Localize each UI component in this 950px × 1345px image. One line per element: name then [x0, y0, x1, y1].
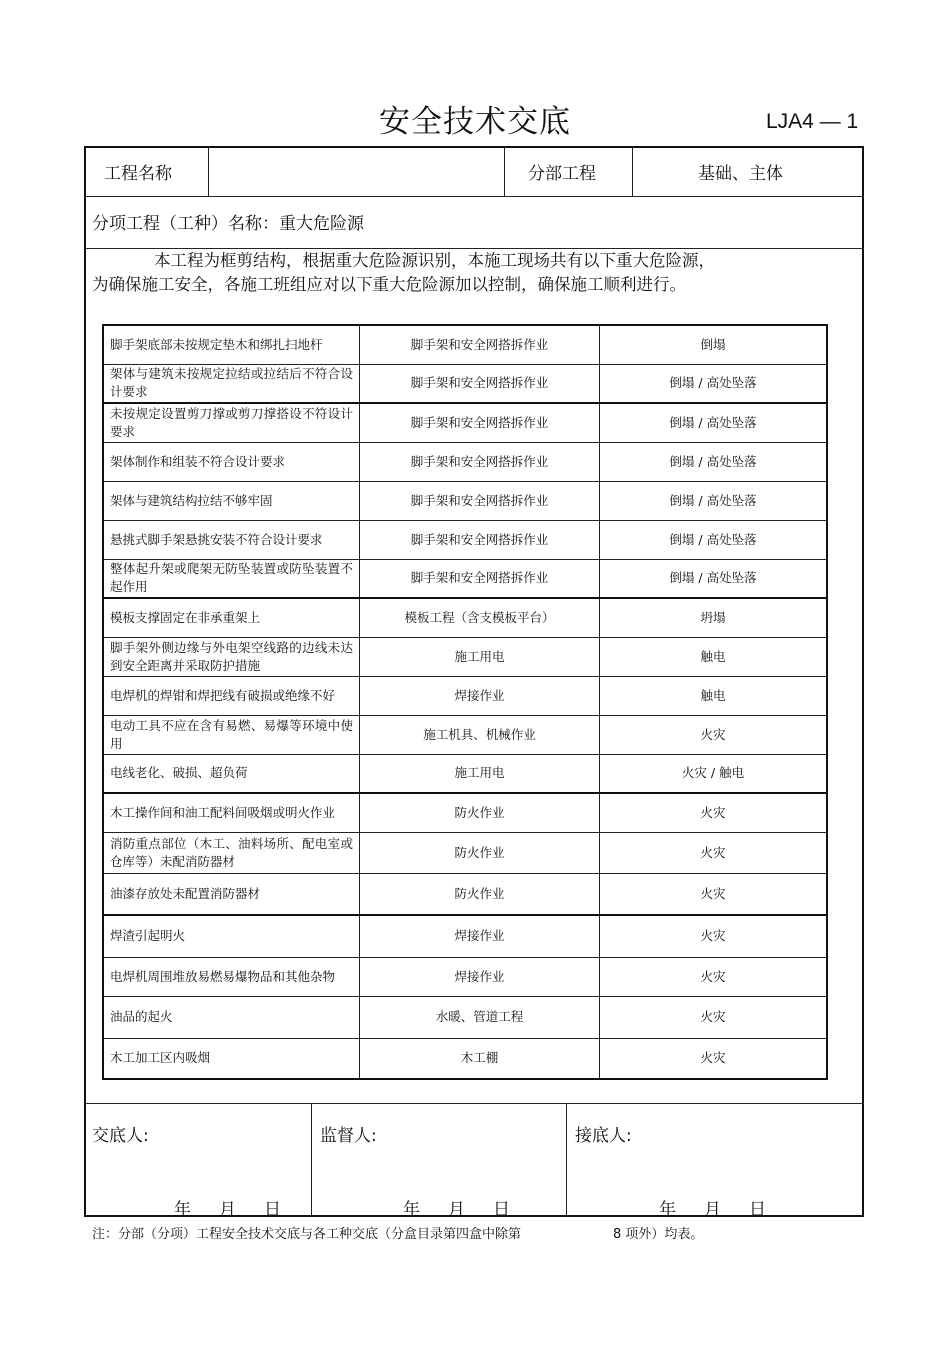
date-month: 月	[704, 1200, 721, 1220]
hazard-risk-cell: 火灾	[600, 996, 828, 1038]
hazard-row	[103, 873, 827, 915]
hazard-row	[103, 442, 827, 481]
hazard-risk-cell: 倒塌 / 高处坠落	[600, 442, 828, 481]
signature-row-divider	[84, 1103, 864, 1104]
hazard-activity-cell: 施工用电	[360, 754, 600, 793]
hazard-risk-cell: 倒塌 / 高处坠落	[600, 364, 828, 403]
hazard-activity-cell: 脚手架和安全网搭拆作业	[360, 403, 600, 442]
hazard-activity-cell: 施工机具、机械作业	[360, 715, 600, 754]
receiver-label: 接底人:	[575, 1126, 632, 1146]
hazard-row	[103, 325, 827, 364]
discloser-date[interactable]	[174, 1195, 309, 1220]
date-month: 月	[448, 1200, 465, 1220]
hazard-row	[103, 915, 827, 957]
project-name-label: 工程名称	[104, 164, 172, 184]
header-col-divider-2	[504, 146, 505, 196]
hazard-source-cell: 电线老化、破损、超负荷	[103, 754, 360, 793]
hazard-row	[103, 559, 827, 598]
hazard-row	[103, 637, 827, 676]
hazard-activity-cell: 木工棚	[360, 1038, 600, 1079]
receiver-date[interactable]	[659, 1195, 794, 1220]
discloser-label: 交底人:	[92, 1126, 149, 1146]
hazard-activity-cell: 防火作业	[360, 832, 600, 873]
hazard-activity-cell: 模板工程（含支模板平台）	[360, 598, 600, 637]
date-day: 日	[749, 1200, 766, 1220]
hazard-activity-cell: 脚手架和安全网搭拆作业	[360, 520, 600, 559]
hazard-risk-cell: 倒塌 / 高处坠落	[600, 481, 828, 520]
date-year: 年	[174, 1200, 191, 1220]
hazard-risk-cell: 倒塌 / 高处坠落	[600, 559, 828, 598]
hazard-risk-cell: 火灾	[600, 793, 828, 832]
hazard-risk-cell: 火灾 / 触电	[600, 754, 828, 793]
hazard-source-cell: 电焊机的焊钳和焊把线有破损或绝缘不好	[103, 676, 360, 715]
hazard-risk-cell: 倒塌 / 高处坠落	[600, 520, 828, 559]
hazard-source-cell: 悬挑式脚手架悬挑安装不符合设计要求	[103, 520, 360, 559]
hazard-activity-cell: 水暖、管道工程	[360, 996, 600, 1038]
hazard-row	[103, 754, 827, 793]
hazard-row	[103, 481, 827, 520]
hazard-activity-cell: 防火作业	[360, 793, 600, 832]
hazard-row	[103, 996, 827, 1038]
hazard-source-cell: 脚手架外侧边缘与外电架空线路的边线未达到安全距离并采取防护措施	[103, 637, 360, 676]
hazard-table	[102, 324, 828, 1080]
signature-col-divider-1	[311, 1103, 312, 1217]
signature-col-divider-2	[566, 1103, 567, 1217]
date-year: 年	[403, 1200, 420, 1220]
hazard-row	[103, 364, 827, 403]
intro-paragraph	[92, 249, 852, 297]
hazard-row	[103, 957, 827, 996]
hazard-source-cell: 架体制作和组装不符合设计要求	[103, 442, 360, 481]
hazard-risk-cell: 火灾	[600, 915, 828, 957]
hazard-source-cell: 模板支撑固定在非承重架上	[103, 598, 360, 637]
hazard-source-cell: 架体与建筑结构拉结不够牢固	[103, 481, 360, 520]
subitem-label: 分项工程（工种）名称：	[92, 214, 279, 234]
hazard-row	[103, 1038, 827, 1079]
hazard-risk-cell: 倒塌	[600, 325, 828, 364]
date-day: 日	[264, 1200, 281, 1220]
hazard-risk-cell: 火灾	[600, 1038, 828, 1079]
hazard-source-cell: 电焊机周围堆放易燃易爆物品和其他杂物	[103, 957, 360, 996]
intro-line-1: 本工程为框剪结构，根据重大危险源识别，本施工现场共有以下重大危险源，	[154, 251, 715, 270]
hazard-source-cell: 木工操作间和油工配料间吸烟或明火作业	[103, 793, 360, 832]
subitem-value[interactable]: 重大危险源	[279, 214, 364, 234]
hazard-risk-cell: 火灾	[600, 832, 828, 873]
hazard-source-cell: 焊渣引起明火	[103, 915, 360, 957]
hazard-activity-cell: 焊接作业	[360, 957, 600, 996]
page-title: 安全技术交底	[379, 104, 571, 140]
hazard-risk-cell: 坍塌	[600, 598, 828, 637]
date-month: 月	[219, 1200, 236, 1220]
hazard-risk-cell: 火灾	[600, 873, 828, 915]
date-year: 年	[659, 1200, 676, 1220]
supervisor-label: 监督人:	[320, 1126, 377, 1146]
header-row-divider	[84, 196, 864, 197]
hazard-risk-cell: 触电	[600, 676, 828, 715]
header-col-divider-3	[632, 146, 633, 196]
hazard-risk-cell: 火灾	[600, 715, 828, 754]
header-col-divider-1	[208, 146, 209, 196]
hazard-row	[103, 403, 827, 442]
form-code: LJA4 — 1	[766, 110, 859, 133]
hazard-activity-cell: 脚手架和安全网搭拆作业	[360, 442, 600, 481]
hazard-activity-cell: 施工用电	[360, 637, 600, 676]
division-value[interactable]: 基础、主体	[698, 164, 783, 184]
hazard-activity-cell: 脚手架和安全网搭拆作业	[360, 481, 600, 520]
supervisor-date[interactable]	[403, 1195, 538, 1220]
hazard-activity-cell: 防火作业	[360, 873, 600, 915]
intro-line-2: 为确保施工安全，各施工班组应对以下重大危险源加以控制，确保施工顺利进行。	[92, 275, 686, 294]
hazard-row	[103, 520, 827, 559]
hazard-row	[103, 793, 827, 832]
hazard-row	[103, 832, 827, 873]
footnote-part-2: 8 项外）均表。	[613, 1227, 704, 1242]
hazard-source-cell: 木工加工区内吸烟	[103, 1038, 360, 1079]
division-label: 分部工程	[528, 164, 596, 184]
hazard-source-cell: 油品的起火	[103, 996, 360, 1038]
hazard-risk-cell: 触电	[600, 637, 828, 676]
hazard-risk-cell: 火灾	[600, 957, 828, 996]
hazard-row	[103, 715, 827, 754]
footnote-part-1: 注：分部（分项）工程安全技术交底与各工种交底（分盒目录第四盒中除第	[92, 1227, 522, 1242]
hazard-risk-cell: 倒塌 / 高处坠落	[600, 403, 828, 442]
hazard-activity-cell: 脚手架和安全网搭拆作业	[360, 364, 600, 403]
hazard-activity-cell: 脚手架和安全网搭拆作业	[360, 559, 600, 598]
hazard-source-cell: 电动工具不应在含有易燃、易爆等环境中使用	[103, 715, 360, 754]
hazard-source-cell: 脚手架底部未按规定垫木和绑扎扫地杆	[103, 325, 360, 364]
hazard-row	[103, 598, 827, 637]
subitem-row	[92, 209, 364, 234]
hazard-activity-cell: 脚手架和安全网搭拆作业	[360, 325, 600, 364]
hazard-activity-cell: 焊接作业	[360, 915, 600, 957]
hazard-source-cell: 架体与建筑未按规定拉结或拉结后不符合设计要求	[103, 364, 360, 403]
hazard-source-cell: 油漆存放处未配置消防器材	[103, 873, 360, 915]
date-day: 日	[493, 1200, 510, 1220]
hazard-source-cell: 消防重点部位（木工、油料场所、配电室或仓库等）未配消防器材	[103, 832, 360, 873]
hazard-source-cell: 整体起升架或爬架无防坠装置或防坠装置不起作用	[103, 559, 360, 598]
hazard-activity-cell: 焊接作业	[360, 676, 600, 715]
hazard-source-cell: 未按规定设置剪刀撑或剪刀撑搭设不符设计要求	[103, 403, 360, 442]
footnote	[92, 1223, 703, 1242]
hazard-row	[103, 676, 827, 715]
